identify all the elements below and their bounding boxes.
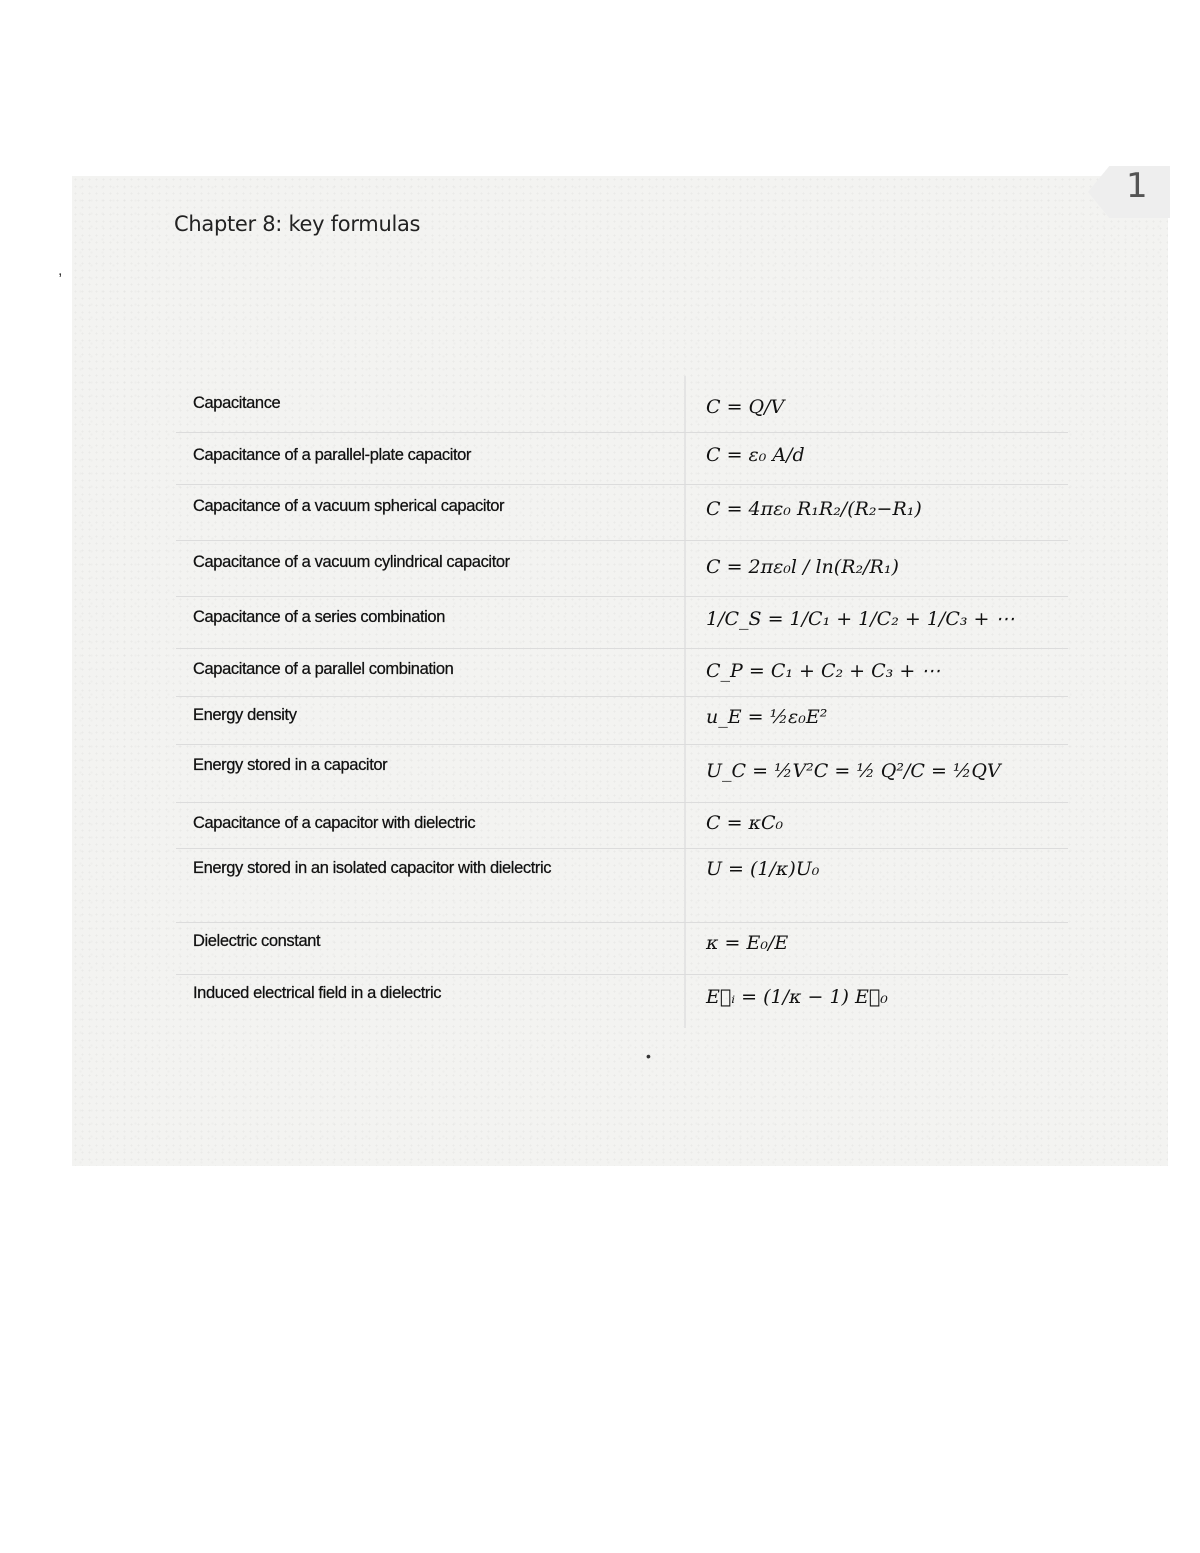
stray-mark: , <box>58 262 63 279</box>
formula-label: Capacitance of a parallel-plate capacitor <box>193 446 472 464</box>
formula-expression: E⃗ᵢ = (1/κ − 1) E⃗₀ <box>706 986 888 1008</box>
formula-label: Energy stored in an isolated capacitor with dielectric <box>193 859 552 877</box>
formula-expression: C = Q/V <box>706 396 785 418</box>
stray-dot: • <box>646 1048 651 1064</box>
formula-expression: C = ε₀ A/d <box>706 444 805 466</box>
formula-expression: U = (1/κ)U₀ <box>706 858 820 880</box>
page-title: Chapter 8: key formulas <box>174 212 421 236</box>
formula-expression: U_C = ½V²C = ½ Q²/C = ½QV <box>706 760 1001 782</box>
formula-label: Energy stored in a capacitor <box>193 756 388 774</box>
formula-label: Energy density <box>193 706 297 724</box>
formula-label: Capacitance <box>193 394 281 412</box>
formula-expression: u_E = ½ε₀E² <box>706 706 828 728</box>
formula-row <box>176 848 1068 923</box>
formula-expression: 1/C_S = 1/C₁ + 1/C₂ + 1/C₃ + ⋯ <box>706 608 1015 630</box>
formula-label: Capacitance of a capacitor with dielectric <box>193 814 476 832</box>
formula-label: Induced electrical field in a dielectric <box>193 984 442 1002</box>
formula-label: Dielectric constant <box>193 932 321 950</box>
formula-expression: C = κC₀ <box>706 812 784 834</box>
formula-expression: κ = E₀/E <box>706 932 789 954</box>
formula-row <box>176 484 1068 541</box>
formula-expression: C = 2πε₀l / ln(R₂/R₁) <box>706 556 899 578</box>
formula-row <box>176 696 1068 745</box>
formula-expression: C = 4πε₀ R₁R₂/(R₂−R₁) <box>706 498 922 520</box>
formula-row <box>176 432 1068 485</box>
formula-label: Capacitance of a parallel combination <box>193 660 454 678</box>
page-number: 1 <box>1126 166 1148 206</box>
formula-label: Capacitance of a vacuum spherical capacitor <box>193 497 505 515</box>
formula-row <box>176 922 1068 975</box>
formula-row <box>176 596 1068 649</box>
formula-expression: C_P = C₁ + C₂ + C₃ + ⋯ <box>706 660 941 682</box>
formula-row <box>176 802 1068 849</box>
formula-label: Capacitance of a series combination <box>193 608 445 626</box>
formula-row <box>176 744 1068 803</box>
formula-row <box>176 974 1068 1026</box>
formula-row <box>176 540 1068 597</box>
formula-row <box>176 376 1068 433</box>
formula-row <box>176 648 1068 697</box>
formula-label: Capacitance of a vacuum cylindrical capacitor <box>193 553 510 571</box>
